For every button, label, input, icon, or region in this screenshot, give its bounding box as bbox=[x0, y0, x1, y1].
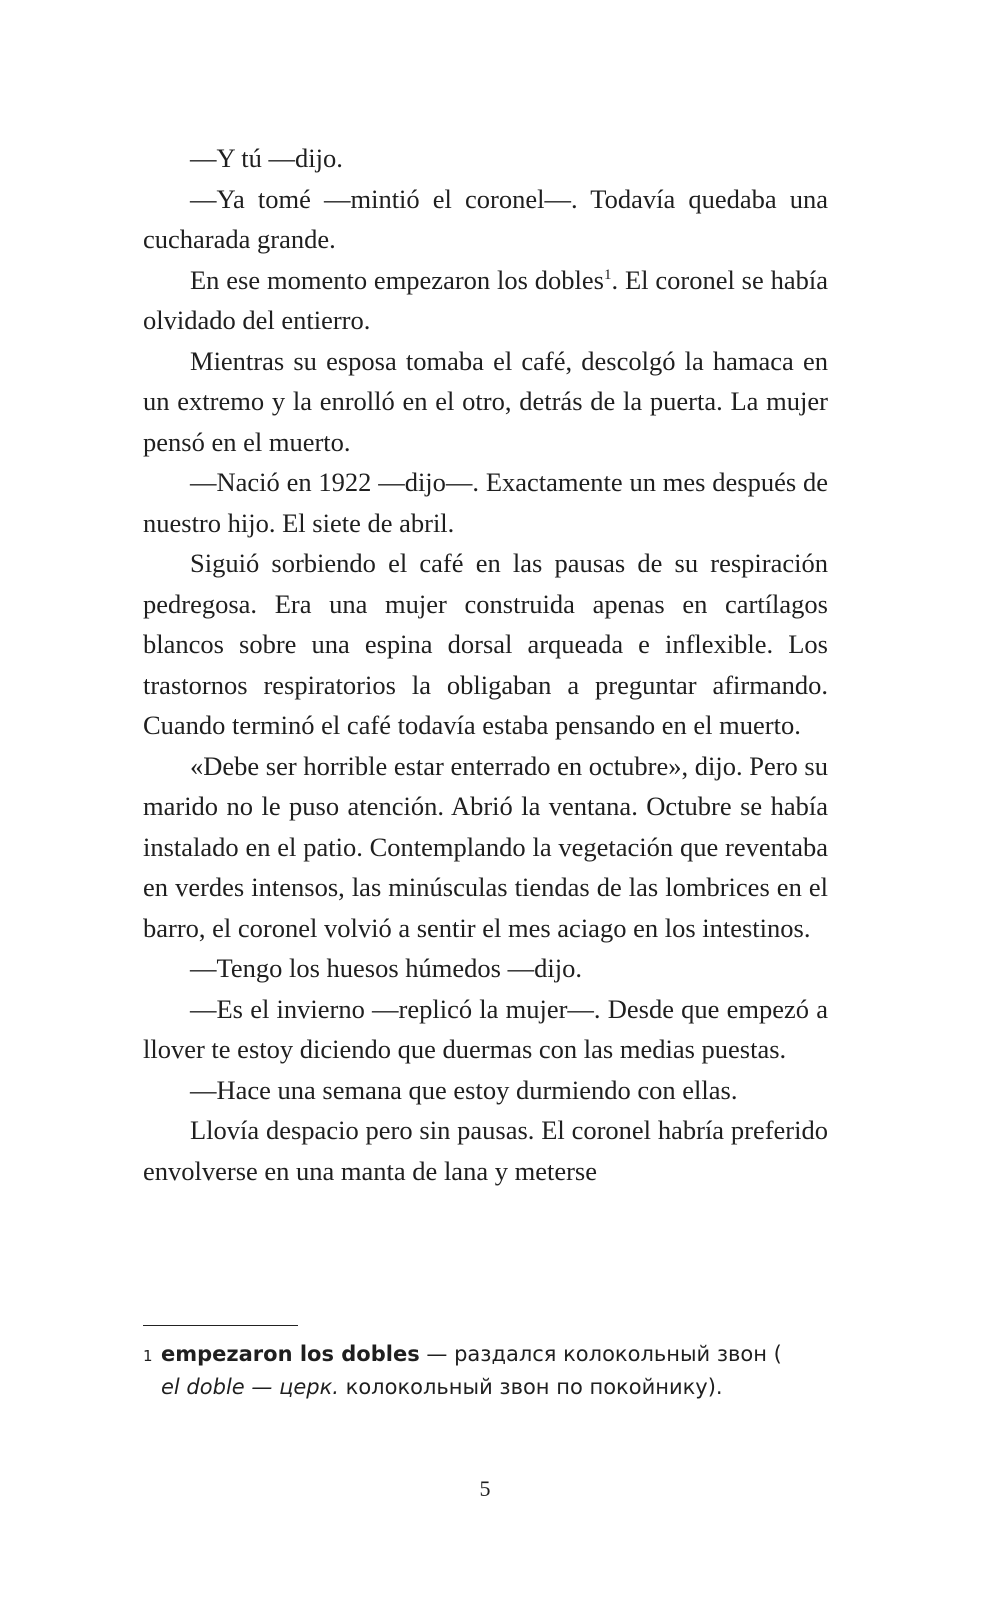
paragraph-text: . El coronel se había olvidado del entierro. bbox=[143, 264, 828, 335]
paragraph: —Nació en 1922 —dijo—. Exactamente un mes después de nuestro hijo. El siete de abril. bbox=[143, 467, 828, 538]
paragraph: —Es el invierno —replicó la mujer—. Desde que empezó a llover te estoy diciendo que duermas con las medias puestas. bbox=[143, 993, 828, 1064]
paragraph: Siguió sorbiendo el café en las pausas de su respiración pedregosa. Era una mujer construida apenas en cartílagos blancos sobre una espina dorsal arqueada e inflexible. Los trastornos respiratorios la obligaban a preguntar afirmando. Cuando terminó el café todavía estaba pensando en el muerto. bbox=[143, 548, 828, 740]
paragraph: Llovía despacio pero sin pausas. El coronel habría preferido envolverse en una manta de lana y meterse bbox=[143, 1115, 828, 1186]
footnote-divider bbox=[143, 1325, 298, 1326]
paragraph: —Tengo los huesos húmedos —dijo. bbox=[190, 953, 582, 983]
paragraph: «Debe ser horrible estar enterrado en octubre», dijo. Pero su marido no le puso atención. Abrió la ventana. Octubre se había instalado en el patio. Contemplando la vegetación que reventaba en verdes intensos, las minúsculas tiendas de las lombrices en el barro, el coronel volvió a sentir el mes aciago en los intestinos. bbox=[143, 750, 828, 943]
body-text bbox=[143, 138, 828, 1191]
paragraph: —Ya tomé —mintió el coronel—. Todavía quedaba una cucharada grande. bbox=[143, 183, 828, 254]
footnote-mark: 1 bbox=[143, 1347, 153, 1365]
footnote-dash: — bbox=[419, 1342, 455, 1366]
footnote-abbreviation: церк. bbox=[279, 1375, 339, 1399]
footnote-translation: раздался колокольный звон ( bbox=[454, 1342, 782, 1366]
paragraph bbox=[143, 260, 828, 341]
footnote-dash-2: — bbox=[244, 1375, 280, 1399]
footnote-explanation: колокольный звон по покойнику). bbox=[338, 1375, 723, 1399]
footnote-term: empezaron los dobles bbox=[161, 1342, 420, 1366]
page-number: 5 bbox=[479, 1476, 491, 1501]
paragraph: —Hace una semana que estoy durmiendo con ellas. bbox=[190, 1074, 738, 1105]
footnote-source-word: el doble bbox=[161, 1375, 245, 1399]
paragraph: —Y tú —dijo. bbox=[190, 143, 343, 173]
paragraph: Mientras su esposa tomaba el café, descolgó la hamaca en un extremo y la enrolló en el otro, detrás de la puerta. La mujer pensó en el muerto. bbox=[143, 345, 828, 457]
footnote-reference: 1 bbox=[603, 266, 612, 283]
paragraph-text: En ese momento empezaron los dobles bbox=[190, 264, 604, 295]
footnote-line-2 bbox=[143, 1371, 833, 1404]
footnote bbox=[143, 1338, 833, 1404]
